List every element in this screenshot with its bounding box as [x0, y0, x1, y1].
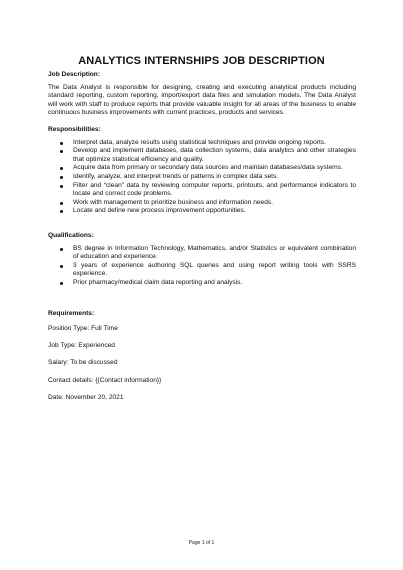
responsibilities-heading: Responsibilities: — [48, 125, 101, 133]
bullet-icon — [60, 150, 63, 153]
list-item: Prior pharmacy/medical claim data reporting and analysis. — [48, 279, 356, 288]
bullet-icon — [60, 282, 63, 285]
bullet-icon — [60, 210, 63, 213]
list-item: Develop and implement databases, data collection systems, data analytics and other strategies that optimize statistical efficiency and quality. — [48, 147, 356, 164]
position-type: Position Type: Full Time — [48, 325, 118, 333]
bullet-icon — [60, 248, 63, 251]
list-item: Interpret data, analyze results using statistical techniques and provide ongoing reports. — [48, 139, 356, 148]
list-item: Work with management to prioritize business and information needs. — [48, 199, 356, 208]
job-type: Job Type: Experienced — [48, 342, 115, 350]
job-description-heading: Job Description: — [48, 71, 101, 78]
bullet-icon — [60, 202, 63, 205]
job-description-text: The Data Analyst is responsible for designing, creating and executing analytical products including standard reporting, custom reporting, import/export data files and simulation models. The Data Analyst will work with staff to produce reports that provide valuable insight for all areas of the business to enable continuous business improvements with current practices, products and services. — [48, 83, 356, 117]
list-item: Locate and define new process improvement opportunities. — [48, 207, 356, 216]
bullet-icon — [60, 265, 63, 268]
requirements-heading: Requirements: — [48, 310, 95, 318]
responsibilities-list — [48, 139, 356, 216]
contact-details: Contact details: {{Contact information}} — [48, 376, 162, 384]
bullet-icon — [60, 176, 63, 179]
document-title: ANALYTICS INTERNSHIPS JOB DESCRIPTION — [78, 55, 325, 67]
list-item: BS degree in Information Technology, Mathematics, and/or Statistics or equivalent combination of education and experience. — [48, 245, 356, 262]
salary: Salary: To be discussed — [48, 359, 118, 367]
list-item: Acquire data from primary or secondary data sources and maintain databases/data systems. — [48, 164, 356, 173]
list-item: 3 years of experience authoring SQL queries and using report writing tools with SSRS experience. — [48, 262, 356, 279]
job-description-section — [48, 71, 356, 118]
list-item: Identify, analyze, and interpret trends or patterns in complex data sets. — [48, 173, 356, 182]
requirements-section — [48, 310, 356, 402]
bullet-icon — [60, 167, 63, 170]
document-body — [48, 71, 356, 411]
bullet-icon — [60, 142, 63, 145]
qualifications-section — [48, 232, 356, 288]
list-item: Filter and “clean” data by reviewing computer reports, printouts, and performance indicators to locate and correct code problems. — [48, 182, 356, 199]
page-number: Page 1 of 1 — [188, 540, 215, 546]
responsibilities-section — [48, 126, 356, 216]
date: Date: November 20, 2021 — [48, 393, 124, 401]
qualifications-list — [48, 245, 356, 288]
bullet-icon — [60, 185, 63, 188]
qualifications-heading: Qualifications: — [48, 231, 94, 239]
